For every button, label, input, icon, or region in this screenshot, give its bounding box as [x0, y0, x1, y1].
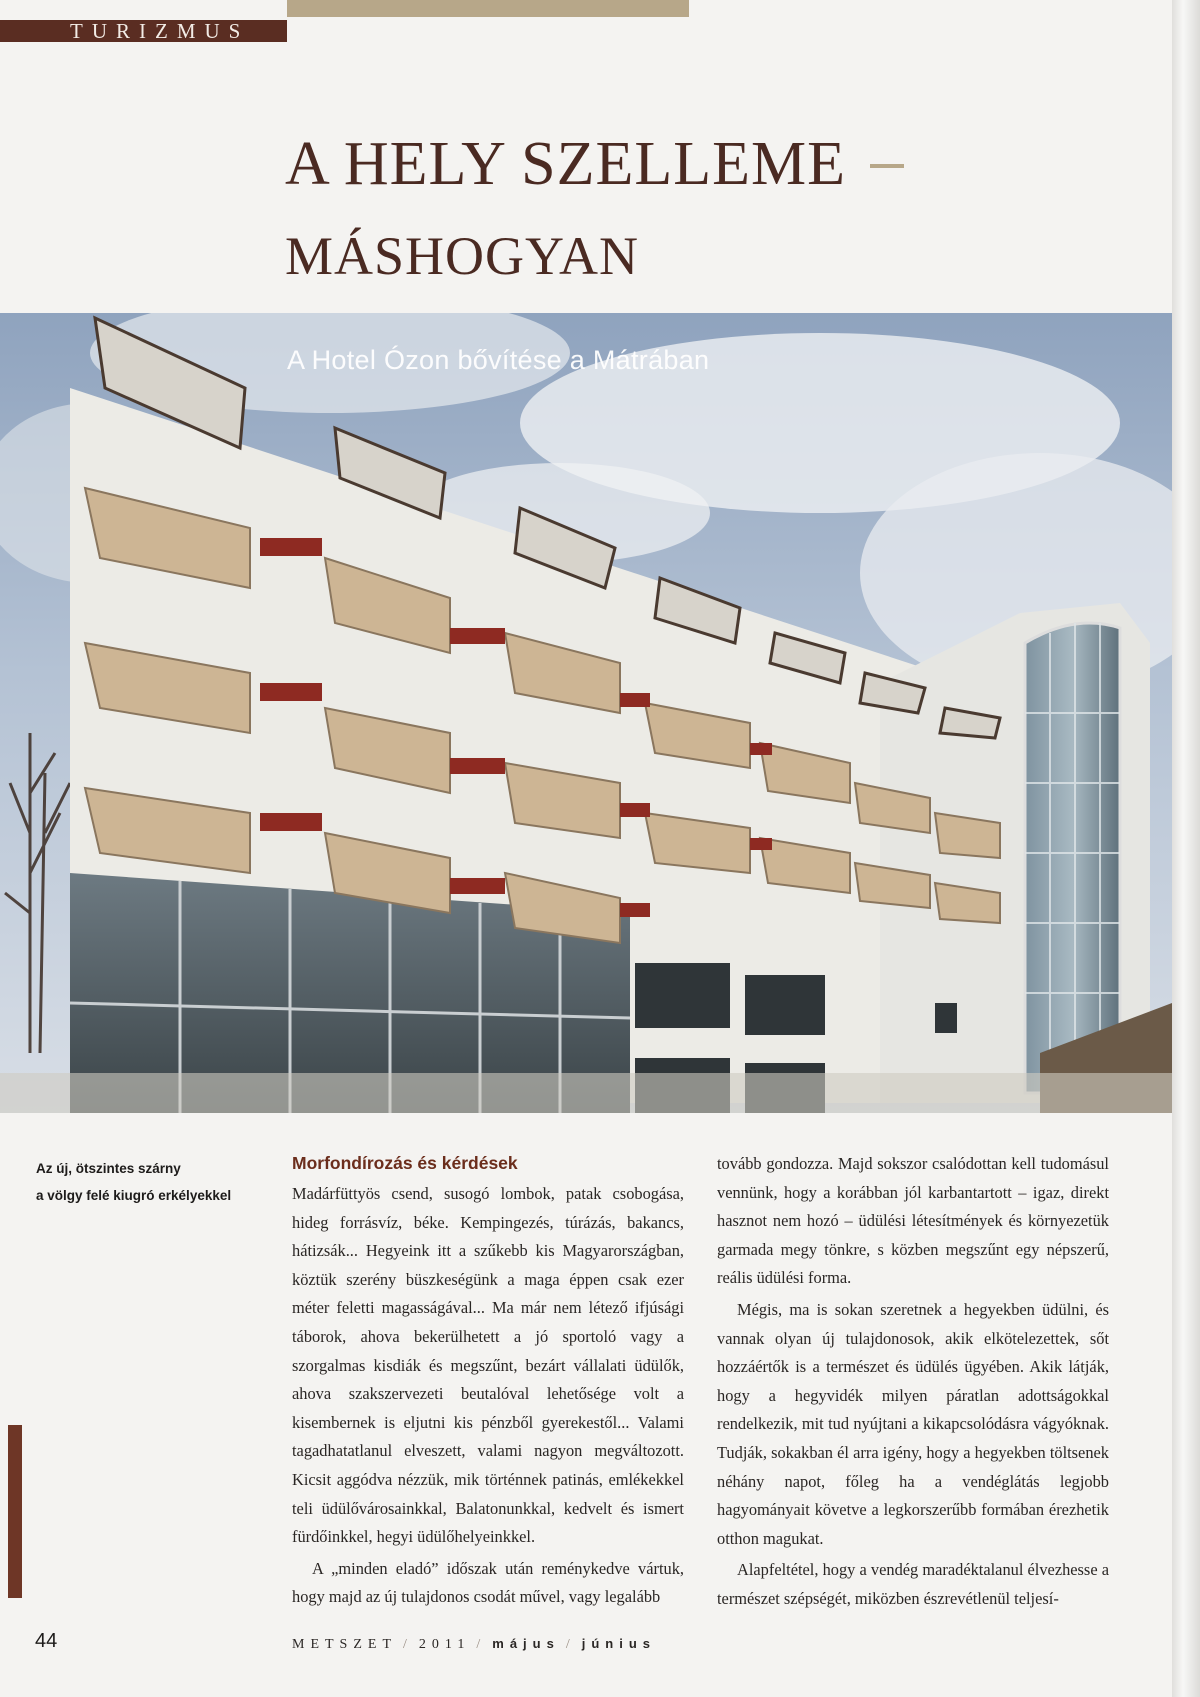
footer-magazine: METSZET — [292, 1637, 397, 1652]
footer-month-1: május — [492, 1636, 560, 1651]
caption-line-2: a völgy felé kiugró erkélyekkel — [36, 1188, 232, 1203]
footer-month-2: június — [581, 1636, 657, 1651]
col2-paragraph-2: Mégis, ma is sokan szeretnek a hegyekben üdülni, és vannak olyan új tulajdonosok, akik elkötelezettek, sőt hozzáértők is a természet és üdülés ügyében. Akik látják, hogy a hegyvidék milyen páratlan adottságokkal rendelkezik, mit tud nyújtani a kikapcsolódásra vágyóknak. Tudják, sokakban él arra igény, hogy a hegyekben töltsenek néhány napot, főleg ha a vendéglátás legjobb hagyományait követve a legkorszerűbb formában érezhetik otthon magukat. — [717, 1299, 1109, 1548]
col1-paragraph-2: A „minden eladó” időszak után reménykedve vártuk, hogy majd az új tulajdonos csodát művel, vagy legalább — [292, 1558, 684, 1607]
hotel-photo — [0, 313, 1172, 1113]
page-edge-shadow — [1172, 0, 1200, 1697]
text-column-2 — [717, 1150, 1109, 1614]
page-number: 44 — [35, 1630, 58, 1652]
caption-line-1: Az új, ötszintes szárny — [36, 1161, 181, 1176]
text-column-1 — [292, 1150, 684, 1612]
article-subheading: Morfondírozás és kérdések — [292, 1153, 518, 1173]
side-accent-bar — [8, 1425, 22, 1598]
hotel-building-illustration — [0, 313, 1172, 1113]
section-label: TURIZMUS — [70, 19, 250, 43]
top-accent-bar — [287, 0, 689, 17]
col2-paragraph-3: Alapfeltétel, hogy a vendég maradéktalanul élvezhesse a természet szépségét, miközben észrevétlenül teljesí- — [717, 1560, 1109, 1608]
photo-subtitle: A Hotel Ózon bővítése a Mátrában — [287, 345, 710, 375]
footer-folio: METSZET / 2011 / május / június — [292, 1636, 657, 1652]
article-title — [285, 118, 1085, 302]
title-line-2: MÁSHOGYAN — [285, 226, 640, 286]
col1-paragraph-1: Madárfüttyös csend, susogó lombok, patak csobogása, hideg forrásvíz, béke. Kempingezés, túrázás, bakancs, hátizsák... Hegyeink itt a szűkebb kis Magyarországban, köztük szerény büszkeségünk a maga éppen csak ezer méter feletti magasságával... Ma már nem létező ifjúsági táborok, ahova bekerülhetett a jó sportoló vagy a szorgalmas kisdiák és megszűnt, bezárt vállalati üdülők, ahova szakszervezeti beutalóval lehetősége volt a kisembernek is eljutni kis pénzből gyerekestől... Valami tagadhatatlanul elveszett, valami nagyon megváltozott. Kicsit aggódva nézzük, mik történnek patinás, emlékekkel teli üdülővárosainkkal, Balatonunkkal, kedvelt és ismert fürdőinkkel, hegyi üdülőhelyeinkkel. — [292, 1184, 684, 1547]
photo-caption — [36, 1155, 256, 1209]
col2-paragraph-1: tovább gondozza. Majd sokszor csalódottan kell tudomásul vennünk, hogy a korábban jól karbantartott – igaz, direkt hasznot nem hozó – üdülési létesítmények és környezetük garmada megy tönkre, s közben megszűnt egy népszerű, reális üdülési forma. — [717, 1154, 1109, 1288]
title-dash — [870, 164, 904, 168]
footer-year: 2011 — [418, 1637, 471, 1652]
title-line-1: A HELY SZELLEME — [285, 130, 846, 198]
